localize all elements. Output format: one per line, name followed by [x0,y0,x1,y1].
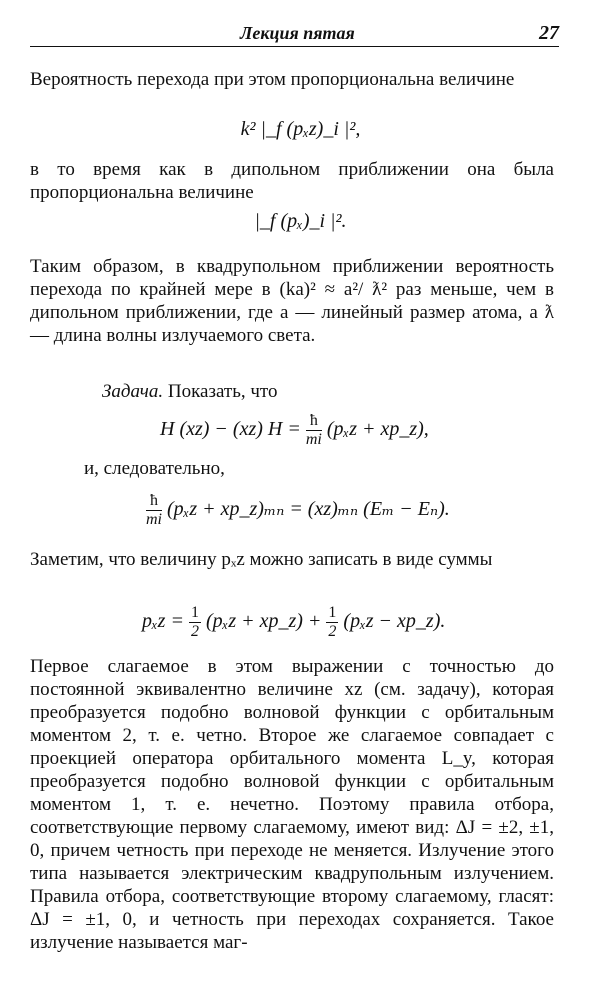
equation-4 [146,492,450,529]
task-text: Показать, что [167,381,278,402]
eq5-fraction-1 [189,604,201,641]
eq5-left: pₓz = [142,610,184,633]
eq5-f2-num: 1 [328,604,337,621]
eq5-right: (pₓz − xp_z). [343,610,446,633]
eq4-frac-num: ħ [146,492,162,511]
eq4-fraction [146,492,162,529]
paragraph-1: Вероятность перехода при этом пропорциональна величине [30,69,515,90]
paragraph-3: Таким образом, в квадрупольном приближении вероятность перехода по крайней мере в (ka)² ≈ a²/ ƛ² раз меньше, чем в дипольном приближении, где a — линейный размер атома, а ƛ — длина волны излучаемого света. [30,256,554,346]
equation-5 [142,604,445,641]
eq3-right: (pₓz + xp_z), [326,418,429,441]
paragraph-5: Первое слагаемое в этом выражении с точностью до постоянной эквивалентно величине xz (см. задачу), которая преобразуется подобно волновой функции с орбитальным моментом 2, т. е. четно. Второе же слагаемое совпадает с проекцией оператора орбитального момента L_y, которая преобразуется подобно волновой функции с орбитальным моментом 1, т. е. нечетно. Поэтому правила отбора, соответствующие первому слагаемому, имеют вид: ΔJ = ±2, ±1, 0, причем четность при переходе не меняется. Излучение этого типа называется электрическим квадрупольным излучением. Правила отбора, соответствующие второму слагаемому, гласят: ΔJ = ±1, 0, и четность при переходах сохраняется. Такое излучение называется маг- [30,656,554,953]
eq5-mid: (pₓz + xp_z) + [205,610,322,633]
equation-1: k² |_f (pₓz)_i |², [240,118,361,140]
eq5-f1-den: 2 [190,623,199,640]
eq3-frac-den: mi [305,431,322,448]
paragraph-4: Заметим, что величину pₓz можно записать в виде суммы [30,549,493,570]
equation-2: |_f (pₓ)_i |². [254,210,347,232]
eq5-f1-num: 1 [190,604,199,621]
eq3-left: H (xz) − (xz) H = [160,418,301,441]
eq4-rest: (pₓz + xp_z)ₘₙ = (xz)ₘₙ (Eₘ − Eₙ). [167,498,450,521]
paragraph-2: в то время как в дипольном приближении она была пропорциональна величине [30,159,554,203]
hence-line: и, следовательно, [84,458,225,479]
equation-3 [160,412,429,449]
eq3-frac-num: ħ [306,412,322,431]
eq3-fraction [306,412,322,449]
page-number: 27 [539,22,559,44]
task-label: Задача. [102,381,164,402]
running-title: Лекция пятая [240,23,355,43]
eq4-frac-den: mi [146,511,162,528]
task-line [102,380,277,403]
eq5-f2-den: 2 [328,623,337,640]
running-header [30,22,559,47]
eq5-fraction-2 [326,604,338,641]
